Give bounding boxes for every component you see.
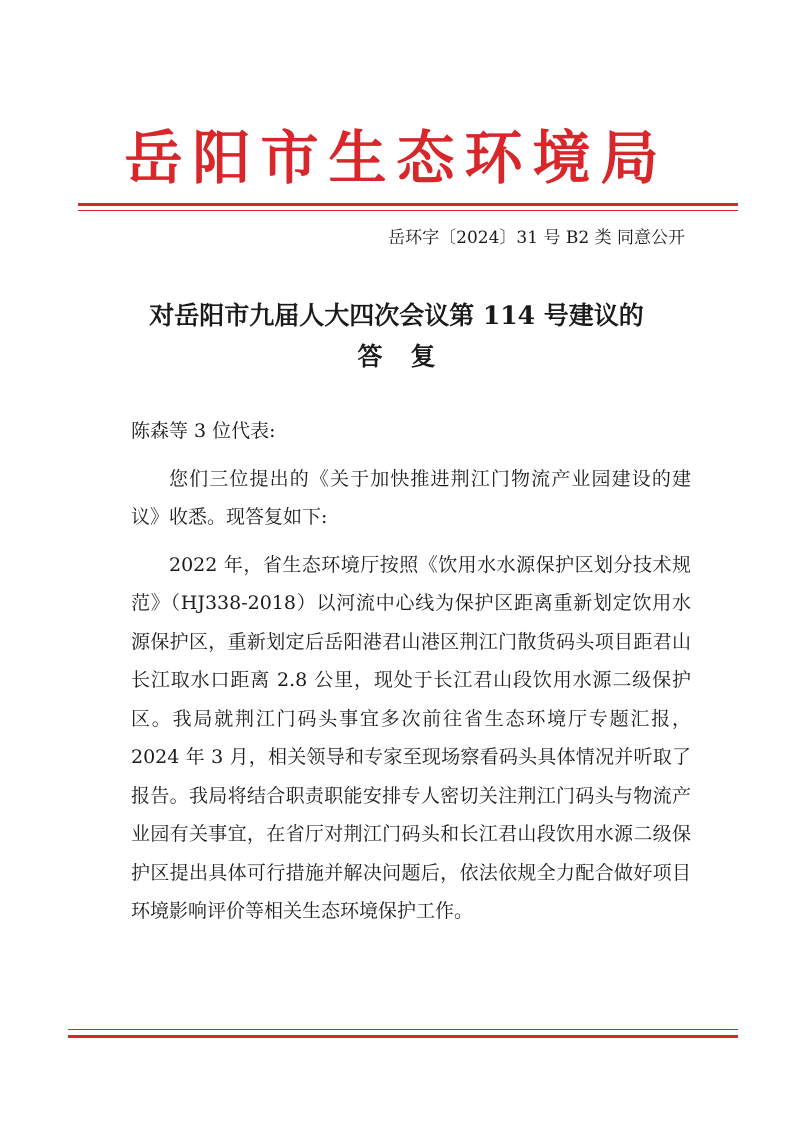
footer-divider-thick <box>68 1035 738 1038</box>
letterhead-divider-thin <box>78 210 738 211</box>
document-title-line-1: 对岳阳市九届人大四次会议第 114 号建议的 <box>149 301 644 330</box>
letterhead-divider-thick <box>78 203 738 206</box>
salutation: 陈森等 3 位代表: <box>131 420 276 442</box>
footer-divider-thin <box>68 1029 738 1030</box>
document-number: 岳环字〔2024〕31 号 B2 类 同意公开 <box>388 228 685 248</box>
paragraph-2: 2022 年，省生态环境厅按照《饮用水水源保护区划分技术规范》（HJ338-2018）以河流中心线为保护区距离重新划定饮用水源保护区，重新划定后岳阳港君山港区荆江门散货码头项目距君山长江取水口距离 2.8 公里，现处于长江君山段饮用水源二级保护区。我局就荆江门码头事宜多次前往省生态环境厅专题汇报，2024 年 3 月，相关领导和专家至现场察看码头具体情况并听取了报告。我局将结合职责职能安排专人密切关注荆江门码头与物流产业园有关事宜，在省厅对荆江门码头和长江君山段饮用水源二级保护区提出具体可行措施并解决问题后，依法依规全力配合做好项目环境影响评价等相关生态环境保护工作。 <box>131 553 691 922</box>
paragraph-1: 您们三位提出的《关于加快推进荆江门物流产业园建设的建议》收悉。现答复如下: <box>131 467 691 528</box>
document-title-line-2: 答复 <box>357 342 464 371</box>
letter-body <box>131 412 691 931</box>
letterhead-org-name: 岳阳市生态环境局 <box>124 124 669 192</box>
